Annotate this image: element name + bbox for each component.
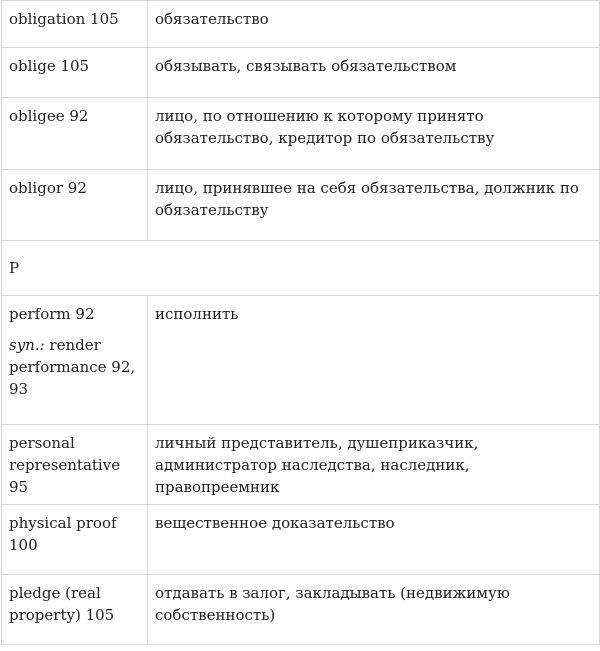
- glossary-table: [1, 0, 600, 645]
- translation-cell: обязательство: [148, 1, 600, 48]
- term-cell: personal representative 95: [2, 425, 148, 505]
- term-perform: perform 92: [9, 305, 95, 323]
- table-row: [2, 98, 600, 170]
- synonym-line: [9, 334, 140, 356]
- term-cell: obligee 92: [2, 98, 148, 170]
- term-cell: pledge (real property) 105: [2, 575, 148, 645]
- table-row: [2, 505, 600, 575]
- table-row: [2, 48, 600, 98]
- table-row: [2, 1, 600, 48]
- translation-cell: вещественное доказательство: [148, 505, 600, 575]
- synonym-label: syn.:: [9, 336, 45, 354]
- translation-cell: обязывать, связывать обязательством: [148, 48, 600, 98]
- table-row: [2, 575, 600, 645]
- translation-cell: личный представитель, душеприказчик, администратор наследства, наследник, правопреемник: [148, 425, 600, 505]
- section-letter-row: [2, 241, 600, 296]
- translation-cell: лицо, по отношению к которому принято обязательство, кредитор по обязательству: [148, 98, 600, 170]
- term-cell: oblige 105: [2, 48, 148, 98]
- term-performance: performance 92, 93: [9, 358, 136, 398]
- table-row: [2, 296, 600, 425]
- section-letter: P: [2, 241, 600, 296]
- term-cell: [2, 296, 148, 425]
- table-row: [2, 425, 600, 505]
- translation-cell: исполнить: [148, 296, 600, 425]
- term-cell: obligation 105: [2, 1, 148, 48]
- term-cell: obligor 92: [2, 170, 148, 241]
- synonym-text: render: [44, 336, 101, 354]
- translation-cell: лицо, принявшее на себя обязательства, должник по обязательству: [148, 170, 600, 241]
- translation-cell: отдавать в залог, закладывать (недвижимую собственность): [148, 575, 600, 645]
- table-row: [2, 170, 600, 241]
- term-cell: physical proof 100: [2, 505, 148, 575]
